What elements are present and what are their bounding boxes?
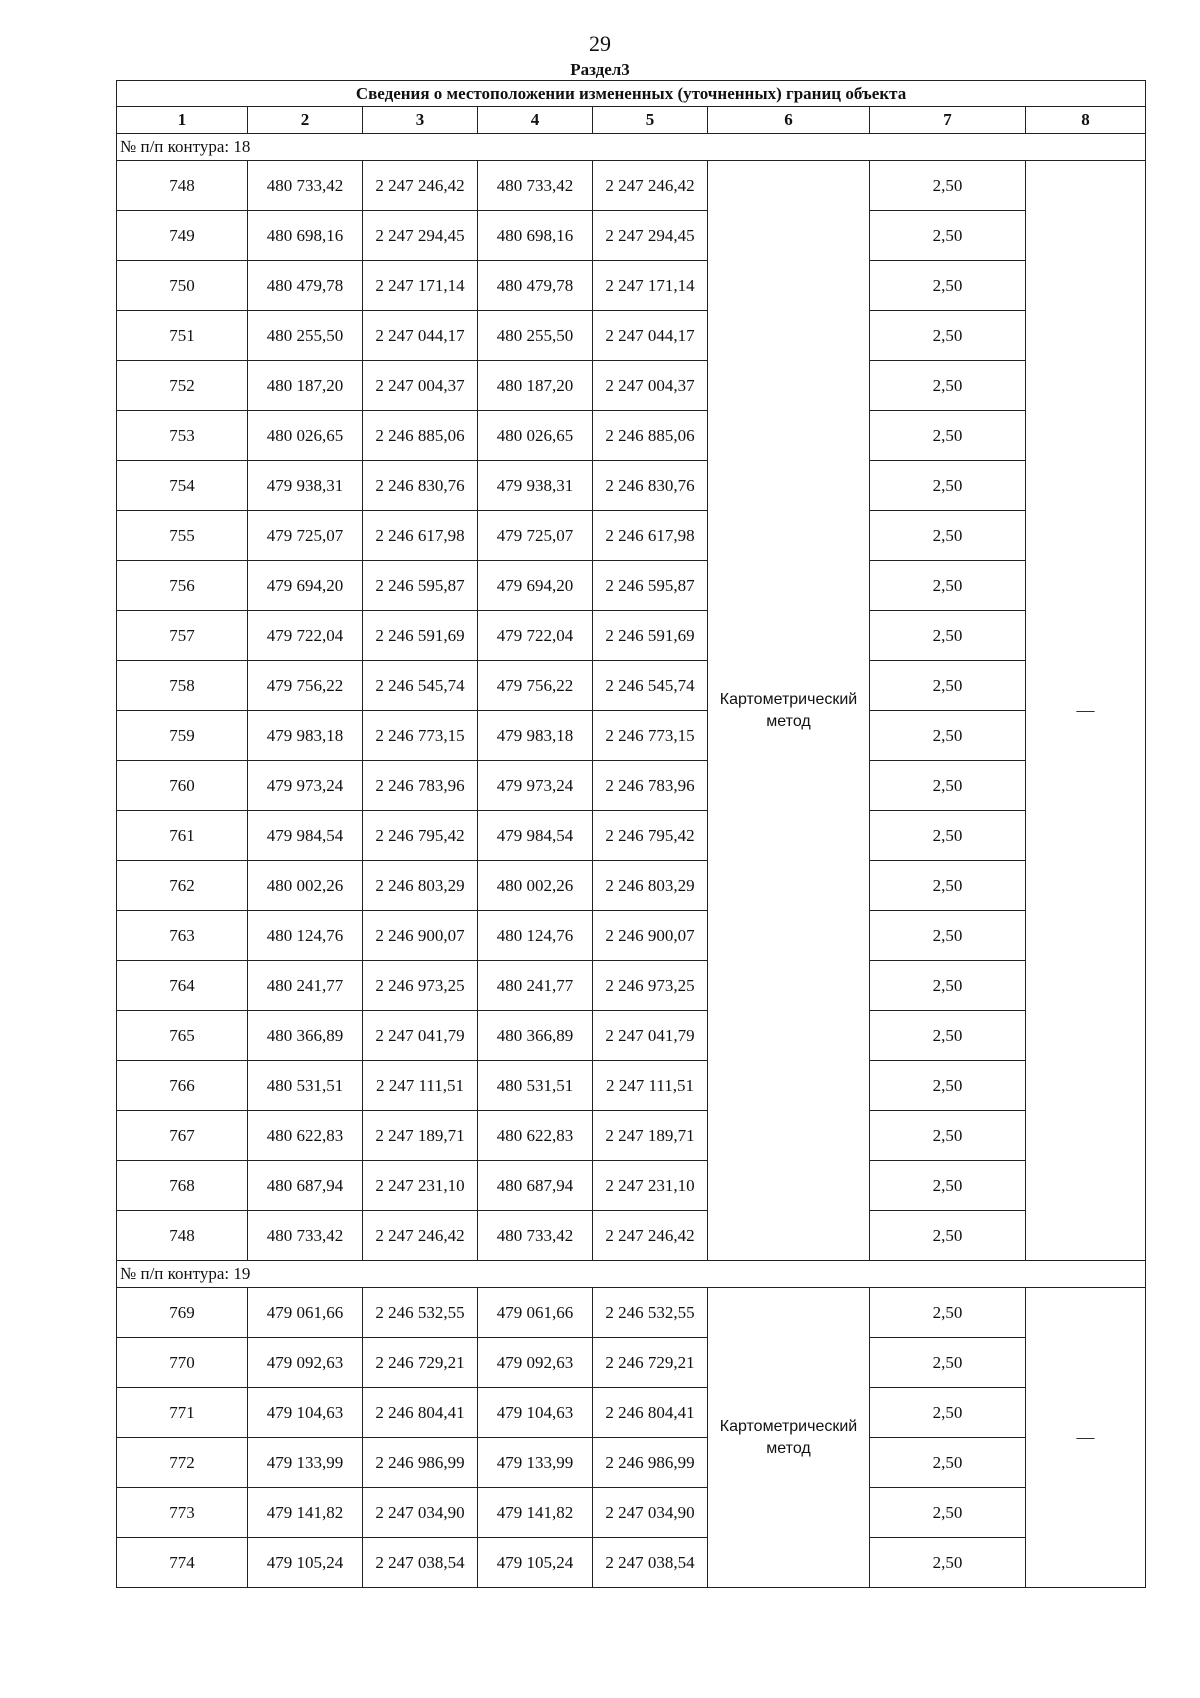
coordinate-cell: 2 247 171,14: [593, 261, 708, 311]
coordinate-cell: 480 187,20: [248, 361, 363, 411]
table-row: [117, 711, 1146, 761]
coordinate-cell: 479 973,24: [478, 761, 593, 811]
coordinate-cell: 2 246 795,42: [363, 811, 478, 861]
accuracy-cell: 2,50: [870, 511, 1026, 561]
coordinate-cell: 479 725,07: [248, 511, 363, 561]
column-number-row: [117, 107, 1146, 134]
column-number: 5: [593, 107, 708, 134]
coordinate-cell: 2 247 246,42: [363, 1211, 478, 1261]
coordinate-cell: 2 247 034,90: [593, 1488, 708, 1538]
coordinate-cell: 2 246 591,69: [363, 611, 478, 661]
coordinate-cell: 480 733,42: [248, 161, 363, 211]
coordinate-cell: 479 694,20: [248, 561, 363, 611]
point-number: 755: [117, 511, 248, 561]
table-row: [117, 211, 1146, 261]
coordinate-cell: 2 246 830,76: [363, 461, 478, 511]
contour-label: № п/п контура: 18: [117, 134, 1146, 161]
accuracy-cell: 2,50: [870, 1161, 1026, 1211]
column-number: 6: [708, 107, 870, 134]
coordinate-cell: 2 246 900,07: [363, 911, 478, 961]
point-number: 754: [117, 461, 248, 511]
table-row: [117, 661, 1146, 711]
coordinate-cell: 2 246 986,99: [363, 1438, 478, 1488]
column-number: 1: [117, 107, 248, 134]
coordinate-cell: 2 246 532,55: [593, 1288, 708, 1338]
coordinate-cell: 2 246 783,96: [593, 761, 708, 811]
coordinate-cell: 480 733,42: [248, 1211, 363, 1261]
contour-label: № п/п контура: 19: [117, 1261, 1146, 1288]
table-row: [117, 1438, 1146, 1488]
accuracy-cell: 2,50: [870, 1211, 1026, 1261]
coordinate-cell: 479 938,31: [248, 461, 363, 511]
point-number: 749: [117, 211, 248, 261]
coordinate-cell: 2 247 246,42: [363, 161, 478, 211]
coordinate-cell: 480 124,76: [248, 911, 363, 961]
coordinate-cell: 479 104,63: [478, 1388, 593, 1438]
table-row: [117, 1161, 1146, 1211]
coordinate-cell: 480 531,51: [248, 1061, 363, 1111]
accuracy-cell: 2,50: [870, 1338, 1026, 1388]
column-number: 4: [478, 107, 593, 134]
point-number: 756: [117, 561, 248, 611]
column-number: 2: [248, 107, 363, 134]
coordinate-cell: 480 241,77: [248, 961, 363, 1011]
coordinate-cell: 480 026,65: [248, 411, 363, 461]
coordinate-cell: 2 246 986,99: [593, 1438, 708, 1488]
coordinate-cell: 2 246 595,87: [363, 561, 478, 611]
column-number: 3: [363, 107, 478, 134]
coordinate-cell: 2 247 004,37: [593, 361, 708, 411]
coordinate-cell: 2 247 111,51: [363, 1061, 478, 1111]
coordinate-cell: 2 247 231,10: [363, 1161, 478, 1211]
coordinate-cell: 479 133,99: [248, 1438, 363, 1488]
coordinate-cell: 480 002,26: [478, 861, 593, 911]
table-title-row: [117, 81, 1146, 107]
coordinate-cell: 479 141,82: [248, 1488, 363, 1538]
table-row: [117, 261, 1146, 311]
accuracy-cell: 2,50: [870, 811, 1026, 861]
table-row: [117, 1011, 1146, 1061]
coordinate-cell: 480 002,26: [248, 861, 363, 911]
coordinate-cell: 2 246 617,98: [363, 511, 478, 561]
coordinate-cell: 479 105,24: [478, 1538, 593, 1588]
point-number: 760: [117, 761, 248, 811]
coordinate-cell: 479 722,04: [478, 611, 593, 661]
point-number: 750: [117, 261, 248, 311]
coordinate-cell: 2 247 004,37: [363, 361, 478, 411]
coordinate-cell: 2 247 171,14: [363, 261, 478, 311]
coordinate-cell: 2 247 038,54: [593, 1538, 708, 1588]
contour-header-row: [117, 134, 1146, 161]
accuracy-cell: 2,50: [870, 461, 1026, 511]
point-number: 774: [117, 1538, 248, 1588]
coordinate-cell: 480 366,89: [248, 1011, 363, 1061]
point-number: 773: [117, 1488, 248, 1538]
coordinate-cell: 480 733,42: [478, 1211, 593, 1261]
coordinate-cell: 2 247 041,79: [593, 1011, 708, 1061]
coordinate-cell: 2 246 885,06: [593, 411, 708, 461]
point-number: 751: [117, 311, 248, 361]
table-row: [117, 761, 1146, 811]
coordinate-cell: 479 694,20: [478, 561, 593, 611]
accuracy-cell: 2,50: [870, 961, 1026, 1011]
method-cell: Картометрический метод: [708, 1288, 870, 1588]
point-number: 765: [117, 1011, 248, 1061]
coordinate-cell: 2 247 111,51: [593, 1061, 708, 1111]
point-number: 771: [117, 1388, 248, 1438]
accuracy-cell: 2,50: [870, 361, 1026, 411]
table-row: [117, 1288, 1146, 1338]
table-row: [117, 361, 1146, 411]
accuracy-cell: 2,50: [870, 1488, 1026, 1538]
coordinate-cell: 2 247 044,17: [363, 311, 478, 361]
coordinate-cell: 480 622,83: [248, 1111, 363, 1161]
accuracy-cell: 2,50: [870, 261, 1026, 311]
coordinate-cell: 479 983,18: [478, 711, 593, 761]
coordinate-cell: 2 246 595,87: [593, 561, 708, 611]
coordinate-cell: 480 479,78: [478, 261, 593, 311]
coordinate-cell: 479 105,24: [248, 1538, 363, 1588]
coordinate-cell: 479 756,22: [248, 661, 363, 711]
point-number: 758: [117, 661, 248, 711]
coordinate-cell: 479 061,66: [248, 1288, 363, 1338]
coordinate-cell: 2 246 830,76: [593, 461, 708, 511]
coordinate-cell: 479 725,07: [478, 511, 593, 561]
point-number: 769: [117, 1288, 248, 1338]
coordinate-cell: 2 246 591,69: [593, 611, 708, 661]
coordinate-cell: 2 247 231,10: [593, 1161, 708, 1211]
note-cell: —: [1026, 161, 1146, 1261]
column-number: 7: [870, 107, 1026, 134]
coordinate-cell: 479 984,54: [478, 811, 593, 861]
coordinate-cell: 2 247 044,17: [593, 311, 708, 361]
table-row: [117, 161, 1146, 211]
accuracy-cell: 2,50: [870, 761, 1026, 811]
note-cell: —: [1026, 1288, 1146, 1588]
coordinate-cell: 480 698,16: [478, 211, 593, 261]
coordinate-cell: 479 061,66: [478, 1288, 593, 1338]
accuracy-cell: 2,50: [870, 411, 1026, 461]
table-row: [117, 461, 1146, 511]
coordinate-cell: 2 246 773,15: [363, 711, 478, 761]
point-number: 761: [117, 811, 248, 861]
coordinate-cell: 480 687,94: [248, 1161, 363, 1211]
table-row: [117, 911, 1146, 961]
point-number: 763: [117, 911, 248, 961]
coordinate-cell: 2 246 885,06: [363, 411, 478, 461]
point-number: 759: [117, 711, 248, 761]
accuracy-cell: 2,50: [870, 1011, 1026, 1061]
coordinate-cell: 2 246 804,41: [593, 1388, 708, 1438]
contour-header-row: [117, 1261, 1146, 1288]
table-row: [117, 1538, 1146, 1588]
table-row: [117, 1111, 1146, 1161]
boundary-coordinates-table: [116, 80, 1146, 1588]
coordinate-cell: 479 983,18: [248, 711, 363, 761]
point-number: 762: [117, 861, 248, 911]
coordinate-cell: 2 246 900,07: [593, 911, 708, 961]
point-number: 772: [117, 1438, 248, 1488]
coordinate-cell: 2 247 246,42: [593, 1211, 708, 1261]
coordinate-cell: 2 246 729,21: [363, 1338, 478, 1388]
point-number: 748: [117, 1211, 248, 1261]
coordinate-cell: 479 133,99: [478, 1438, 593, 1488]
coordinate-cell: 2 247 246,42: [593, 161, 708, 211]
coordinate-cell: 2 246 803,29: [593, 861, 708, 911]
coordinate-cell: 2 247 038,54: [363, 1538, 478, 1588]
coordinate-cell: 479 938,31: [478, 461, 593, 511]
accuracy-cell: 2,50: [870, 661, 1026, 711]
coordinate-cell: 480 366,89: [478, 1011, 593, 1061]
accuracy-cell: 2,50: [870, 711, 1026, 761]
point-number: 770: [117, 1338, 248, 1388]
table-row: [117, 1211, 1146, 1261]
column-number: 8: [1026, 107, 1146, 134]
point-number: 753: [117, 411, 248, 461]
coordinate-cell: 2 246 617,98: [593, 511, 708, 561]
coordinate-cell: 479 104,63: [248, 1388, 363, 1438]
table-row: [117, 861, 1146, 911]
coordinate-cell: 480 255,50: [478, 311, 593, 361]
table-row: [117, 961, 1146, 1011]
coordinate-cell: 479 092,63: [478, 1338, 593, 1388]
point-number: 757: [117, 611, 248, 661]
table-row: [117, 1338, 1146, 1388]
accuracy-cell: 2,50: [870, 911, 1026, 961]
coordinate-cell: 479 092,63: [248, 1338, 363, 1388]
coordinate-cell: 2 246 783,96: [363, 761, 478, 811]
table-title: Сведения о местоположении измененных (уточненных) границ объекта: [117, 81, 1146, 107]
point-number: 752: [117, 361, 248, 411]
accuracy-cell: 2,50: [870, 311, 1026, 361]
accuracy-cell: 2,50: [870, 211, 1026, 261]
accuracy-cell: 2,50: [870, 861, 1026, 911]
table-row: [117, 811, 1146, 861]
coordinate-cell: 2 246 973,25: [363, 961, 478, 1011]
section-title: Раздел3: [570, 60, 630, 79]
coordinate-cell: 480 124,76: [478, 911, 593, 961]
coordinate-cell: 479 973,24: [248, 761, 363, 811]
table-row: [117, 561, 1146, 611]
point-number: 764: [117, 961, 248, 1011]
coordinate-cell: 480 241,77: [478, 961, 593, 1011]
coordinate-cell: 2 247 034,90: [363, 1488, 478, 1538]
coordinate-cell: 2 246 803,29: [363, 861, 478, 911]
coordinate-cell: 479 722,04: [248, 611, 363, 661]
coordinate-cell: 479 984,54: [248, 811, 363, 861]
accuracy-cell: 2,50: [870, 161, 1026, 211]
coordinate-cell: 2 247 189,71: [593, 1111, 708, 1161]
coordinate-cell: 479 141,82: [478, 1488, 593, 1538]
coordinate-cell: 2 247 294,45: [593, 211, 708, 261]
coordinate-cell: 2 246 773,15: [593, 711, 708, 761]
coordinate-cell: 2 247 189,71: [363, 1111, 478, 1161]
table-row: [117, 511, 1146, 561]
table-row: [117, 411, 1146, 461]
coordinate-cell: 480 622,83: [478, 1111, 593, 1161]
table-row: [117, 611, 1146, 661]
accuracy-cell: 2,50: [870, 1538, 1026, 1588]
coordinate-cell: 2 246 795,42: [593, 811, 708, 861]
coordinate-cell: 480 733,42: [478, 161, 593, 211]
table-row: [117, 311, 1146, 361]
point-number: 767: [117, 1111, 248, 1161]
coordinate-cell: 479 756,22: [478, 661, 593, 711]
point-number: 748: [117, 161, 248, 211]
page-number: 29: [589, 31, 611, 56]
accuracy-cell: 2,50: [870, 1111, 1026, 1161]
coordinate-cell: 480 531,51: [478, 1061, 593, 1111]
accuracy-cell: 2,50: [870, 1438, 1026, 1488]
accuracy-cell: 2,50: [870, 1288, 1026, 1338]
table-row: [117, 1388, 1146, 1438]
coordinate-cell: 2 247 041,79: [363, 1011, 478, 1061]
coordinate-cell: 2 246 729,21: [593, 1338, 708, 1388]
coordinate-cell: 480 479,78: [248, 261, 363, 311]
accuracy-cell: 2,50: [870, 561, 1026, 611]
coordinate-cell: 2 246 804,41: [363, 1388, 478, 1438]
table-row: [117, 1488, 1146, 1538]
coordinate-cell: 2 246 545,74: [363, 661, 478, 711]
point-number: 766: [117, 1061, 248, 1111]
method-cell: Картометрический метод: [708, 161, 870, 1261]
accuracy-cell: 2,50: [870, 1061, 1026, 1111]
coordinate-cell: 480 255,50: [248, 311, 363, 361]
coordinate-cell: 480 187,20: [478, 361, 593, 411]
accuracy-cell: 2,50: [870, 1388, 1026, 1438]
coordinate-cell: 2 246 545,74: [593, 661, 708, 711]
coordinate-cell: 480 026,65: [478, 411, 593, 461]
coordinate-cell: 2 246 532,55: [363, 1288, 478, 1338]
coordinate-cell: 480 698,16: [248, 211, 363, 261]
coordinate-cell: 480 687,94: [478, 1161, 593, 1211]
coordinate-cell: 2 247 294,45: [363, 211, 478, 261]
accuracy-cell: 2,50: [870, 611, 1026, 661]
point-number: 768: [117, 1161, 248, 1211]
coordinate-cell: 2 246 973,25: [593, 961, 708, 1011]
table-row: [117, 1061, 1146, 1111]
